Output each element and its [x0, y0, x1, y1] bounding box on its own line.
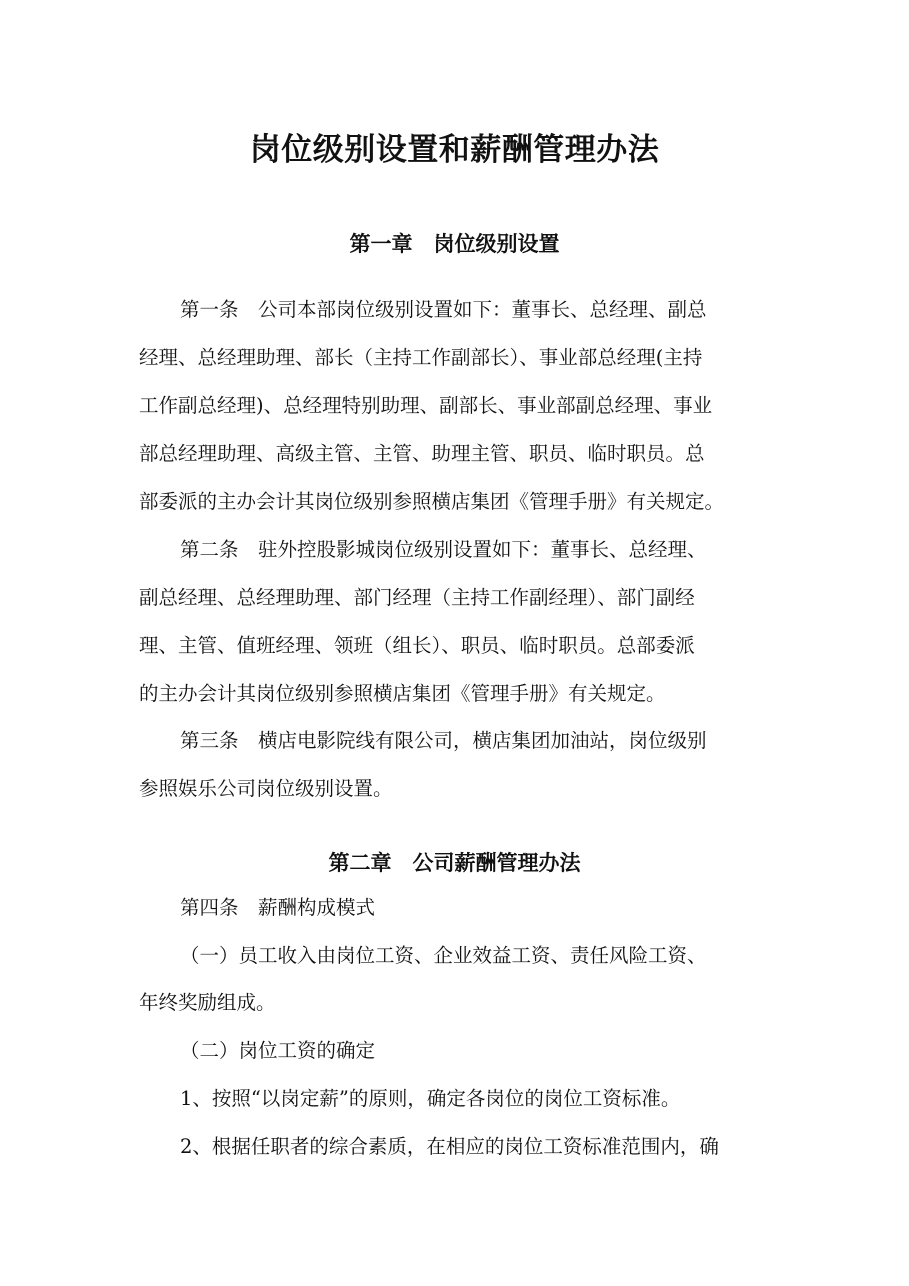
item-1-line-2: 年终奖励组成。	[139, 991, 276, 1014]
article-2-line-2: 副总经理、总经理助理、部门经理（主持工作副经理）、部门副经	[139, 586, 695, 609]
document-title: 岗位级别设置和薪酬管理办法	[249, 132, 660, 168]
item-1-line-1: （一）员工收入由岗位工资、企业效益工资、责任风险工资、	[180, 944, 707, 967]
article-2-line-3: 理、主管、值班经理、领班（组长）、职员、临时职员。总部委派	[139, 634, 695, 657]
chapter-2-heading: 第二章 公司薪酬管理办法	[328, 851, 581, 875]
article-3-line-2: 参照娱乐公司岗位级别设置。	[139, 777, 393, 800]
article-1-line-3: 工作副总经理)、总经理特别助理、副部长、事业部副总经理、事业	[139, 394, 713, 417]
item-2-point-1: 1、按照“以岗定薪”的原则，确定各岗位的岗位工资标准。	[180, 1087, 681, 1110]
article-2-line-1: 第二条 驻外控股影城岗位级别设置如下：董事长、总经理、	[180, 538, 707, 561]
article-4-line-1: 第四条 薪酬构成模式	[180, 896, 376, 919]
item-2-heading: （二）岗位工资的确定	[180, 1039, 376, 1062]
article-1-line-4: 部总经理助理、高级主管、主管、助理主管、职员、临时职员。总	[139, 442, 705, 465]
article-1-line-2: 经理、总经理助理、部长（主持工作副部长）、事业部总经理(主持	[139, 346, 703, 369]
article-3-line-1: 第三条 横店电影院线有限公司，横店集团加油站，岗位级别	[180, 729, 707, 752]
article-1-line-5: 部委派的主办会计其岗位级别参照横店集团《管理手册》有关规定。	[139, 490, 725, 513]
article-1-line-1: 第一条 公司本部岗位级别设置如下：董事长、总经理、副总	[180, 298, 707, 321]
chapter-1-heading: 第一章 岗位级别设置	[349, 232, 560, 256]
item-2-point-2: 2、根据任职者的综合素质，在相应的岗位工资标准范围内，确	[180, 1135, 719, 1158]
article-2-line-4: 的主办会计其岗位级别参照横店集团《管理手册》有关规定。	[139, 682, 666, 705]
